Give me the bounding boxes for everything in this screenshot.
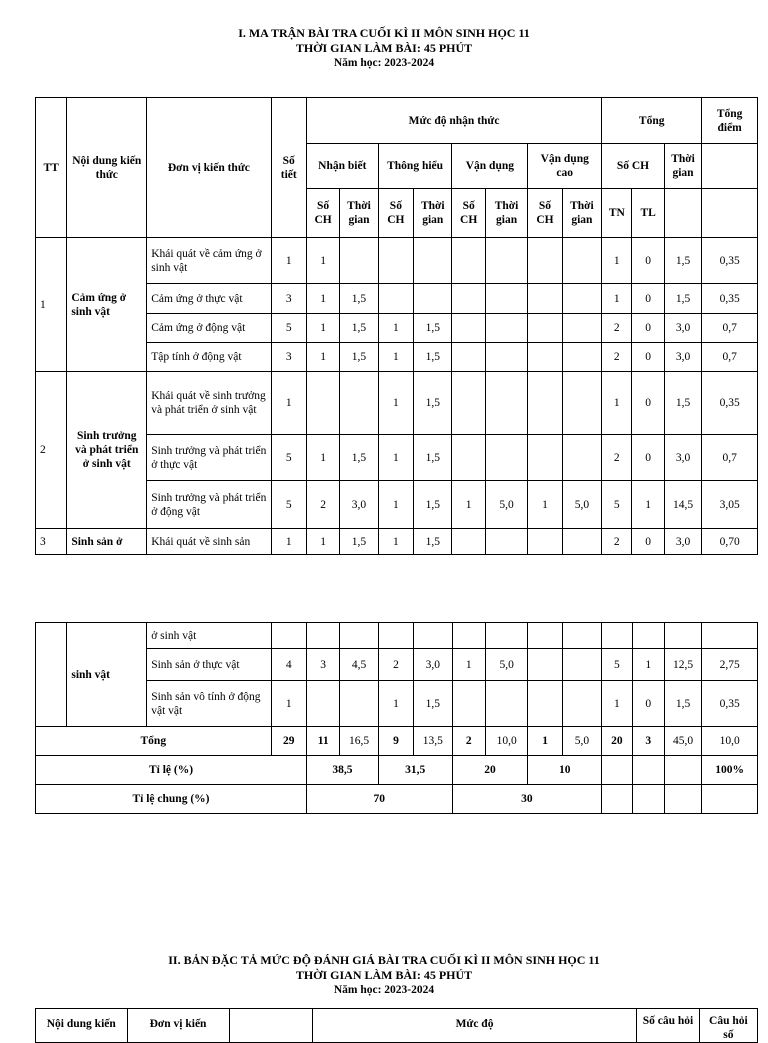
cell-vdc-so-ch [528,372,562,435]
cell-nb-so-ch: 1 [306,314,339,343]
cell-tong-diem: 0,7 [702,343,758,372]
total-cell: 5,0 [562,727,601,756]
header-empty [664,189,701,238]
cell-vd-so-ch [452,435,485,481]
topic-number: 2 [36,372,67,529]
cell-vdc-thoi-gian [562,238,601,284]
total-cell: 13,5 [414,727,452,756]
total-cell: 10,0 [702,727,758,756]
cell-unit-name: Sinh trưởng và phát triển ở thực vật [147,435,271,481]
cell-th-thoi-gian [414,238,452,284]
cell-nb-so-ch: 1 [306,284,339,314]
ratio-thong-hieu: 31,5 [378,756,452,785]
cell-vd-thoi-gian [485,529,527,555]
ratio-van-dung-cao: 10 [528,756,602,785]
cell-vdc-so-ch [528,238,562,284]
cell-tn: 2 [602,435,632,481]
section2-school-year: Năm học: 2023-2024 [333,984,435,996]
header-thoi-gian: Thời gian [664,144,701,189]
cell-tn: 2 [602,343,632,372]
ratio-total: 100% [702,756,758,785]
header-don-vi: Đơn vị kiến thức [147,98,271,238]
cell-tong-diem: 0,7 [702,435,758,481]
cell-so-tiet: 1 [271,372,306,435]
section2-duration: THỜI GIAN LÀM BÀI: 45 PHÚT [295,968,473,982]
cell-nb-so-ch: 2 [306,481,339,529]
topic-name: Sinh trưởng và phát triển ở sinh vật [67,372,147,529]
cell-tong-thoi-gian: 3,0 [664,435,701,481]
cell-unit-name: Cảm ứng ở động vật [147,314,271,343]
cell-tl: 1 [632,649,664,681]
cell-vd-thoi-gian: 5,0 [485,649,527,681]
cell-so-tiet: 3 [271,284,306,314]
ratio-common-b: 30 [452,785,602,814]
cell-tn: 5 [602,481,632,529]
cell-so-tiet: 5 [271,435,306,481]
cell-tong-thoi-gian: 3,0 [664,529,701,555]
cell-nb-thoi-gian: 3,0 [340,481,378,529]
cell-vdc-thoi-gian [562,529,601,555]
cell-tong-diem: 0,35 [702,681,758,727]
cell-unit-name: Sinh trưởng và phát triển ở động vật [147,481,271,529]
cell-so-tiet: 1 [271,681,306,727]
cell-vdc-so-ch [528,435,562,481]
header-noi-dung: Nội dung kiến thức [67,98,147,238]
cell-tl: 0 [632,435,664,481]
cell-so-tiet: 4 [271,649,306,681]
header-so-ch: Số CH [602,144,665,189]
total-cell: 1 [528,727,562,756]
cell-so-tiet: 5 [271,314,306,343]
ratio-van-dung: 20 [452,756,528,785]
header-nb-so-ch: Số CH [306,189,339,238]
total-cell: 20 [602,727,632,756]
cell-th-thoi-gian: 1,5 [414,681,452,727]
cell-th-so-ch: 1 [378,314,413,343]
cell-th-so-ch: 1 [378,529,413,555]
cell-nb-thoi-gian [340,623,378,649]
cell-tong-thoi-gian: 1,5 [664,372,701,435]
cell-th-so-ch [378,623,413,649]
cell-nb-so-ch: 1 [306,435,339,481]
header-van-dung: Vận dụng [452,144,528,189]
cell-vd-thoi-gian [485,623,527,649]
topic-name-continued: sinh vật [67,623,147,727]
cell-nb-so-ch [306,372,339,435]
total-cell: 45,0 [664,727,701,756]
header-empty [702,189,758,238]
cell-vd-thoi-gian [485,681,527,727]
cell-unit-name: Sinh sản ở thực vật [147,649,271,681]
cell-th-thoi-gian: 1,5 [414,343,452,372]
cell-vd-so-ch [452,681,485,727]
header-vd-thoi-gian: Thời gian [485,189,527,238]
cell-vd-so-ch [452,372,485,435]
header-so-tiet: Số tiết [271,98,306,238]
cell-nb-thoi-gian [340,681,378,727]
cell-vd-so-ch [452,343,485,372]
ratio-common-empty [632,785,664,814]
cell-tong-thoi-gian: 1,5 [664,681,701,727]
table-row [36,238,758,284]
cell-vdc-thoi-gian [562,284,601,314]
ratio-empty [632,756,664,785]
cell-vdc-so-ch [528,314,562,343]
header-vdc-thoi-gian: Thời gian [562,189,601,238]
cell-so-tiet: 5 [271,481,306,529]
cell-tong-diem: 0,7 [702,314,758,343]
header-thong-hieu: Thông hiểu [378,144,452,189]
cell-unit-name: Khái quát về sinh trưởng và phát triển ở sinh vật [147,372,271,435]
cell-th-thoi-gian: 1,5 [414,481,452,529]
header-muc-do: Mức độ nhận thức [306,98,601,144]
cell-nb-thoi-gian [340,238,378,284]
table-row [36,372,758,435]
cell-th-so-ch: 1 [378,343,413,372]
header-vdc-so-ch: Số CH [528,189,562,238]
total-cell: 3 [632,727,664,756]
table-row [36,623,758,649]
cell-th-thoi-gian: 1,5 [414,314,452,343]
cell-unit-name: Sinh sản vô tính ở động vật vật [147,681,271,727]
cell-vd-thoi-gian [485,238,527,284]
topic-number: 3 [36,529,67,555]
cell-nb-thoi-gian: 1,5 [340,284,378,314]
cell-th-so-ch [378,284,413,314]
cell-nb-so-ch: 1 [306,343,339,372]
cell-tn: 1 [602,372,632,435]
cell-th-so-ch: 1 [378,435,413,481]
spec-header-cau-hoi-so: Câu hỏi số [699,1009,757,1043]
topic-number: 1 [36,238,67,372]
cell-vdc-thoi-gian [562,343,601,372]
cell-tong-thoi-gian [664,623,701,649]
ratio-empty [602,756,632,785]
cell-vdc-thoi-gian [562,435,601,481]
cell-vd-so-ch [452,314,485,343]
cell-vd-thoi-gian [485,372,527,435]
cell-tl: 0 [632,372,664,435]
cell-vdc-thoi-gian [562,623,601,649]
cell-vdc-so-ch [528,623,562,649]
table-row [36,529,758,555]
cell-vdc-thoi-gian: 5,0 [562,481,601,529]
cell-th-so-ch: 1 [378,372,413,435]
cell-tong-diem: 3,05 [702,481,758,529]
cell-tn: 1 [602,238,632,284]
matrix-table-part2 [35,622,758,814]
spec-header-so-cau-hoi: Số câu hỏi [637,1009,699,1043]
cell-tong-thoi-gian: 3,0 [664,314,701,343]
cell-vd-thoi-gian [485,284,527,314]
cell-nb-thoi-gian: 4,5 [340,649,378,681]
spec-header-muc-do: Mức độ [312,1009,637,1043]
section1-school-year: Năm học: 2023-2024 [333,57,435,69]
section2-title: II. BẢN ĐẶC TẢ MỨC ĐỘ ĐÁNH GIÁ BÀI TRA CUỐI KÌ II MÔN SINH HỌC 11 [168,953,600,967]
total-cell: 11 [306,727,339,756]
cell-so-tiet: 1 [271,529,306,555]
cell-th-so-ch [378,238,413,284]
cell-nb-so-ch [306,623,339,649]
cell-nb-thoi-gian: 1,5 [340,343,378,372]
cell-th-thoi-gian: 1,5 [414,372,452,435]
spec-header-noi-dung: Nội dung kiến [36,1009,128,1043]
header-nhan-biet: Nhận biết [306,144,378,189]
header-th-so-ch: Số CH [378,189,413,238]
cell-tl: 0 [632,681,664,727]
topic-number-continued [36,623,67,727]
header-tn: TN [602,189,632,238]
cell-vdc-thoi-gian [562,681,601,727]
cell-th-thoi-gian: 1,5 [414,529,452,555]
cell-vdc-thoi-gian [562,314,601,343]
cell-unit-name: Khái quát về sinh sản [147,529,271,555]
cell-tong-diem: 0,35 [702,238,758,284]
cell-tn [602,623,632,649]
cell-vd-thoi-gian: 5,0 [485,481,527,529]
cell-tn: 5 [602,649,632,681]
ratio-empty [664,756,701,785]
cell-nb-thoi-gian: 1,5 [340,435,378,481]
ratio-common-label: Tỉ lệ chung (%) [36,785,307,814]
total-cell: 10,0 [485,727,527,756]
header-nb-thoi-gian: Thời gian [340,189,378,238]
cell-vdc-thoi-gian [562,372,601,435]
cell-vd-thoi-gian [485,314,527,343]
ratio-nhan-biet: 38,5 [306,756,378,785]
cell-so-tiet [271,623,306,649]
cell-tn: 2 [602,314,632,343]
topic-name: Cảm ứng ở sinh vật [67,238,147,372]
total-cell: 16,5 [340,727,378,756]
cell-tl: 1 [632,481,664,529]
cell-th-so-ch: 1 [378,481,413,529]
matrix-table-part1 [35,97,758,555]
cell-tong-diem: 2,75 [702,649,758,681]
ratio-common-row [36,785,758,814]
cell-tong-diem: 0,35 [702,372,758,435]
cell-vdc-thoi-gian [562,649,601,681]
section1-title-block [0,26,768,71]
cell-tong-thoi-gian: 3,0 [664,343,701,372]
cell-nb-so-ch: 3 [306,649,339,681]
topic-name: Sinh sản ở [67,529,147,555]
cell-tn: 2 [602,529,632,555]
cell-unit-name: Khái quát về cảm ứng ở sinh vật [147,238,271,284]
cell-vdc-so-ch: 1 [528,481,562,529]
spec-header-don-vi: Đơn vị kiến [127,1009,229,1043]
ratio-common-a: 70 [306,785,452,814]
cell-vdc-so-ch [528,681,562,727]
cell-tong-diem: 0,35 [702,284,758,314]
cell-tl: 0 [632,343,664,372]
cell-vdc-so-ch [528,284,562,314]
cell-tl: 0 [632,314,664,343]
cell-th-thoi-gian [414,623,452,649]
cell-th-thoi-gian: 3,0 [414,649,452,681]
cell-tong-thoi-gian: 1,5 [664,284,701,314]
header-tong-diem: Tổng điểm [702,98,758,144]
cell-th-so-ch: 1 [378,681,413,727]
cell-tn: 1 [602,284,632,314]
spec-table [35,1008,758,1043]
cell-unit-name: ở sinh vật [147,623,271,649]
cell-tl [632,623,664,649]
ratio-common-empty [664,785,701,814]
spec-header-row [36,1009,758,1043]
cell-so-tiet: 3 [271,343,306,372]
cell-tong-thoi-gian: 12,5 [664,649,701,681]
cell-vd-thoi-gian [485,343,527,372]
ratio-row [36,756,758,785]
total-cell: 9 [378,727,413,756]
cell-vd-so-ch [452,238,485,284]
cell-th-so-ch: 2 [378,649,413,681]
cell-tl: 0 [632,238,664,284]
cell-tong-diem: 0,70 [702,529,758,555]
cell-th-thoi-gian: 1,5 [414,435,452,481]
section1-title: I. MA TRẬN BÀI TRA CUỐI KÌ II MÔN SINH HỌC 11 [238,26,530,40]
spec-header-empty [229,1009,312,1043]
cell-nb-so-ch [306,681,339,727]
cell-tong-thoi-gian: 14,5 [664,481,701,529]
cell-vdc-so-ch [528,343,562,372]
cell-unit-name: Cảm ứng ở thực vật [147,284,271,314]
cell-vdc-so-ch [528,649,562,681]
cell-nb-thoi-gian: 1,5 [340,529,378,555]
section1-duration: THỜI GIAN LÀM BÀI: 45 PHÚT [295,41,473,55]
cell-tl: 0 [632,284,664,314]
header-empty [702,144,758,189]
cell-nb-thoi-gian: 1,5 [340,314,378,343]
ratio-label: Tỉ lệ (%) [36,756,307,785]
cell-vd-thoi-gian [485,435,527,481]
header-vd-so-ch: Số CH [452,189,485,238]
header-van-dung-cao: Vận dụng cao [528,144,602,189]
cell-tong-diem [702,623,758,649]
cell-unit-name: Tập tính ở động vật [147,343,271,372]
cell-tl: 0 [632,529,664,555]
cell-nb-so-ch: 1 [306,238,339,284]
total-row [36,727,758,756]
cell-th-thoi-gian [414,284,452,314]
header-th-thoi-gian: Thời gian [414,189,452,238]
section2-title-block [0,953,768,998]
cell-nb-thoi-gian [340,372,378,435]
cell-vd-so-ch: 1 [452,649,485,681]
header-tong: Tổng [602,98,702,144]
cell-so-tiet: 1 [271,238,306,284]
cell-vdc-so-ch [528,529,562,555]
cell-vd-so-ch [452,623,485,649]
total-cell: 29 [271,727,306,756]
cell-nb-so-ch: 1 [306,529,339,555]
cell-tn: 1 [602,681,632,727]
header-row-1 [36,98,758,144]
cell-tong-thoi-gian: 1,5 [664,238,701,284]
header-tt: TT [36,98,67,238]
ratio-common-empty [702,785,758,814]
cell-vd-so-ch [452,529,485,555]
header-tl: TL [632,189,664,238]
cell-vd-so-ch [452,284,485,314]
cell-vd-so-ch: 1 [452,481,485,529]
ratio-common-empty [602,785,632,814]
total-label: Tổng [36,727,272,756]
total-cell: 2 [452,727,485,756]
